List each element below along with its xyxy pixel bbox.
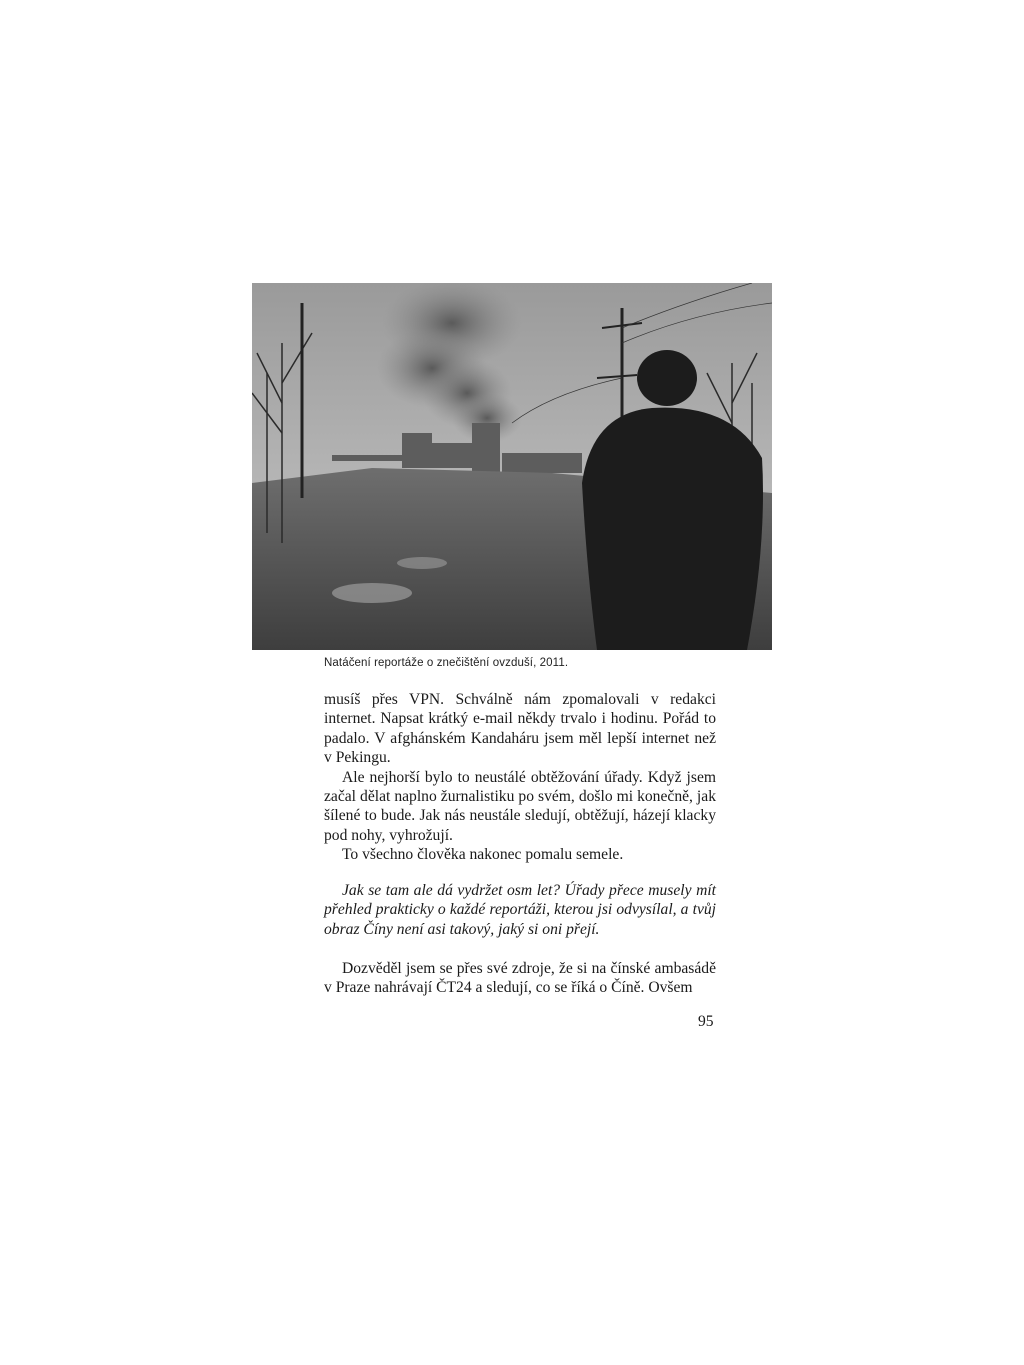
question-paragraph: Jak se tam ale dá vydržet osm let? Úřady přece musely mít přehled prakticky o každé reportáži, kterou jsi odvysílal, a tvůj obraz Číny není asi takový, jaký si oni přejí. [324,882,716,938]
illustration-photo [252,283,772,650]
paragraph: musíš přes VPN. Schválně nám zpomalovali v redakci internet. Napsat krátký e-mail někdy trvalo i hodinu. Pořád to padalo. V afghánském Kandaháru jsem měl lepší internet než v Pekingu. [324,691,716,767]
interview-question [324,881,716,939]
photo-caption: Natáčení reportáže o znečištění ovzduší, 2011. [324,657,569,669]
photo-scene [252,283,772,650]
body-text-section-1 [324,690,716,865]
paragraph: Ale nejhorší bylo to neustálé obtěžování úřady. Když jsem začal dělat naplno žurnalistiku po svém, došlo mi konečně, jak šílené to bude. Jak nás neustále sledují, obtěžují, házejí klacky pod nohy, vyhrožují. [324,768,716,844]
page-number: 95 [698,1013,714,1030]
paragraph: To všechno člověka nakonec pomalu semele. [342,846,624,864]
body-text-section-2 [324,959,716,998]
paragraph: Dozvěděl jsem se přes své zdroje, že si na čínské ambasádě v Praze nahrávají ČT24 a sledují, co se říká o Číně. Ovšem [324,960,716,997]
